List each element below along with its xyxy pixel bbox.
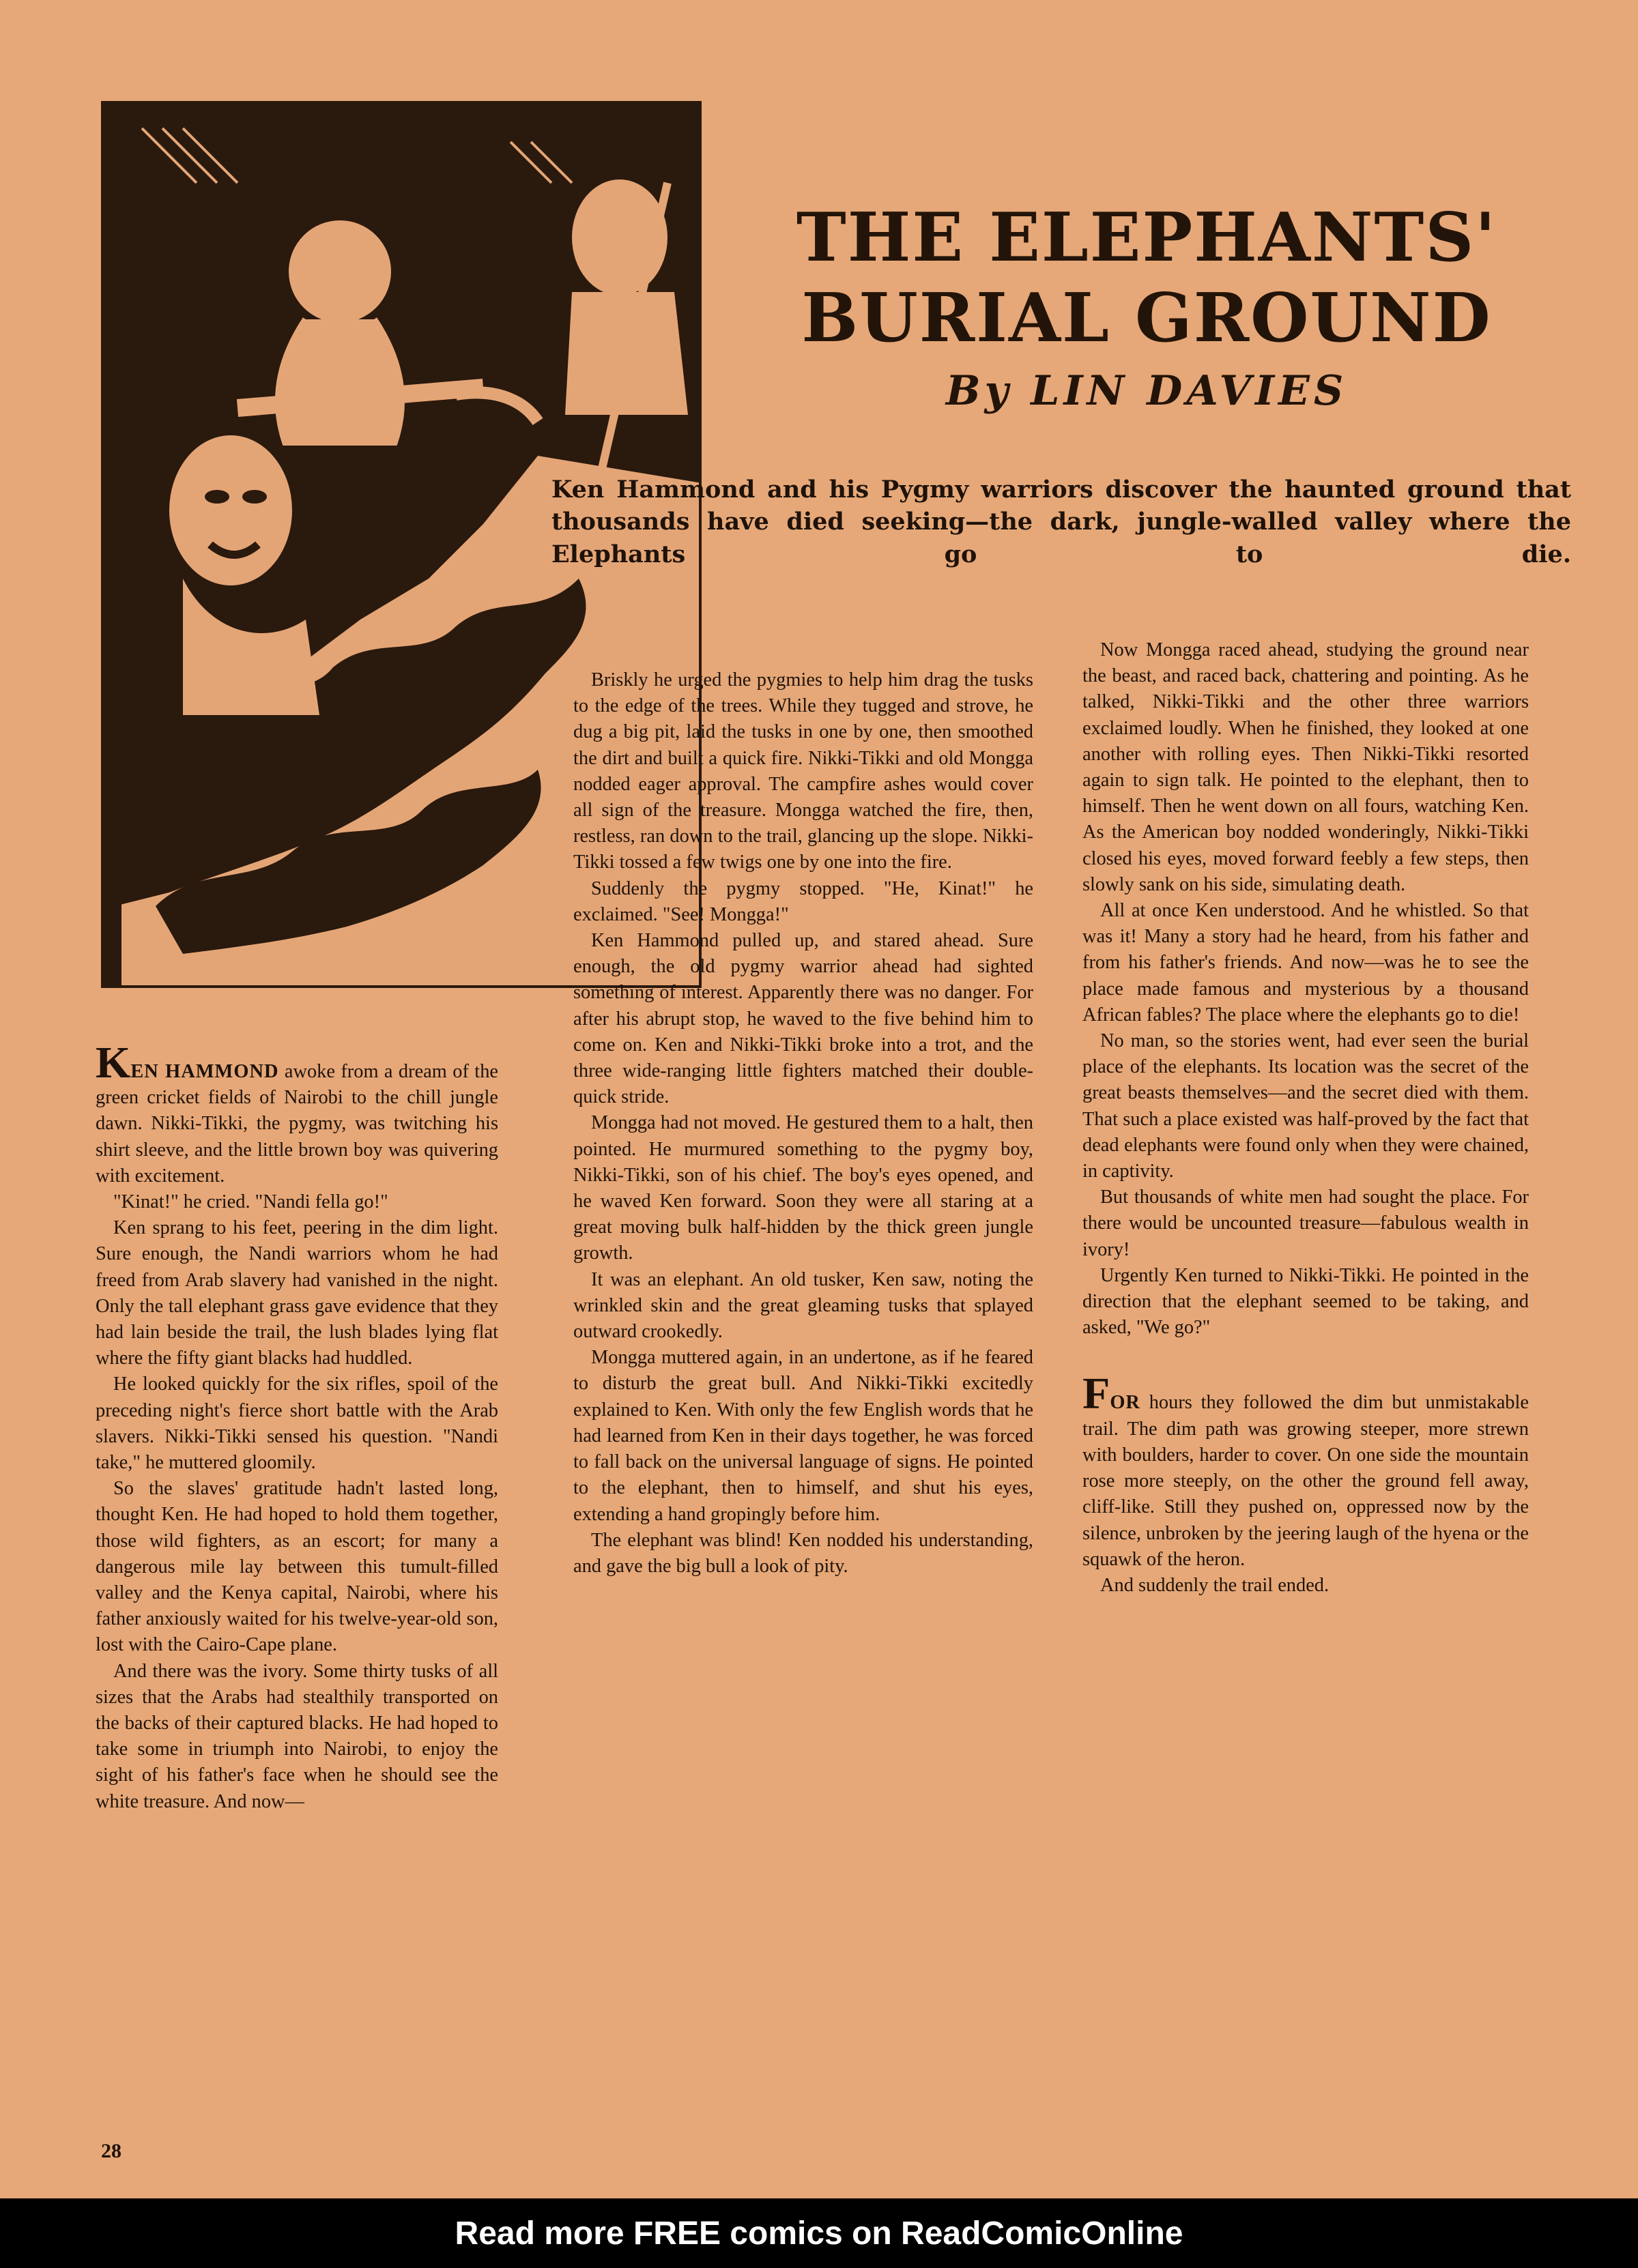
title-line-1: THE ELEPHANTS' [796,199,1497,277]
col2-paragraph-7: The elephant was blind! Ken nodded his understanding, and gave the big bull a look of pity. [573,1529,1033,1577]
col1-paragraph-1 [96,1038,498,1189]
footer-text[interactable]: Read more FREE comics on ReadComicOnline [455,2215,1183,2252]
col3-paragraph-3: No man, so the stories went, had ever seen the burial place of the elephants. Its location was the secret of the great beasts themselves—and the secret died with them. That such a place existed was half-proved by the fact that dead elephants were found only when they were chained, in captivity. [1082,1030,1529,1182]
article-title [723,198,1570,358]
col3-paragraph-7: And suddenly the trail ended. [1100,1574,1330,1596]
col1-p1-text: awoke from a dream of the green cricket fields of Nairobi to the chill jungle dawn. Nikki-Tikki, the pygmy, was twitching his shirt sleeve, and the little brown boy was quivering with excitement. [96,1061,498,1187]
article-deck: Ken Hammond and his Pygmy warriors discover the haunted ground that thousands have died seeking—the dark, jungle-walled valley where the Elephants go to die. [551,476,1571,568]
col1-paragraph-6: And there was the ivory. Some thirty tusks of all sizes that the Arabs had stealthily transported on the backs of their captured blacks. He had hoped to take some in triumph into Nairobi, to enjoy the sight of his father's face when he should see the white treasure. And now— [96,1660,498,1812]
col1-paragraph-3: Ken sprang to his feet, peering in the dim light. Sure enough, the Nandi warriors whom he had freed from Arab slavery had vanished in the night. Only the tall elephant grass gave evidence that they had lain beside the trail, the lush blades lying flat where the fifty giant blacks had huddled. [96,1217,498,1369]
col3-paragraph-1: Now Mongga raced ahead, studying the ground near the beast, and raced back, chattering and pointing. As he talked, Nikki-Tikki and the other three warriors exclaimed loudly. When he finished, they looked at one another with rolling eyes. Then Nikki-Tikki resorted again to sign talk. He pointed to the elephant, then to himself. Then he went down on all fours, watching Ken. As the American boy nodded wonderingly, Nikki-Tikki closed his eyes, moved forward feebly a few steps, then slowly sank on his side, simulating death. [1082,639,1529,895]
col3-paragraph-4: But thousands of white men had sought the place. For there would be uncounted treasure—fabulous wealth in ivory! [1082,1187,1529,1260]
col3-paragraph-5: Urgently Ken turned to Nikki-Tikki. He pointed in the direction that the elephant seemed to be taking, and asked, "We go?" [1082,1264,1529,1339]
col2-paragraph-6: Mongga muttered again, in an undertone, as if he feared to disturb the great bull. And Nikki-Tikki excitedly explained to Ken. With only the few English words that he had learned from Ken in their days together, he was forced to fall back on the universal language of signs. He pointed to the elephant, then to himself, and shut his eyes, extending a hand gropingly before him. [573,1347,1033,1525]
col3-paragraph-2: All at once Ken understood. And he whistled. So that was it! Many a story had he heard, from his father and from his father's friends. And now—was he to see the place made famous and mysterious by a thousand African fables? The place where the elephants go to die! [1082,900,1529,1026]
author-byline: By LIN DAVIES [945,367,1348,415]
page-number: 28 [101,2140,121,2162]
text-column-3 [1082,637,1529,1599]
lead-caps: EN HAMMOND [130,1061,279,1082]
drop-cap: K [96,1038,131,1088]
text-column-2 [573,667,1033,1580]
footer-banner[interactable] [0,2198,1638,2268]
col2-paragraph-1: Briskly he urged the pygmies to help him drag the tusks to the edge of the trees. While they tugged and strove, he dug a big pit, laid the tusks in one by one, then smoothed the dirt and built a quick fire. Nikki-Tikki and old Mongga nodded eager approval. The campfire ashes would cover all sign of the treasure. Mongga watched the fire, then, restless, ran down to the trail, glancing up the slope. Nikki-Tikki tossed a few twigs one by one into the fire. [573,669,1033,873]
col2-paragraph-5: It was an elephant. An old tusker, Ken saw, noting the wrinkled skin and the great gleaming tusks that splayed outward crookedly. [573,1268,1033,1343]
drop-cap-2: F [1082,1369,1110,1419]
col3-p6-text: hours they followed the dim but unmistakable trail. The dim path was growing steeper, more strewn with boulders, harder to cover. On one side the mountain rose more steeply, on the other the ground fell away, cliff-like. Still they pushed on, oppressed now by the silence, unbroken by the jeering laugh of the hyena or the squawk of the heron. [1082,1392,1529,1570]
col2-paragraph-3: Ken Hammond pulled up, and stared ahead. Sure enough, the old pygmy warrior ahead had sighted something of interest. Apparently there was no danger. For after his abrupt stop, he waved to the five behind him to come on. Ken and Nikki-Tikki broke into a trot, and the three wide-ranging little fighters matched their double-quick stride. [573,930,1033,1108]
lead-caps-2: OR [1110,1392,1140,1414]
col1-paragraph-2: "Kinat!" he cried. "Nandi fella go!" [113,1191,388,1213]
text-column-1 [96,1038,498,1815]
col1-paragraph-4: He looked quickly for the six rifles, spoil of the preceding night's fierce short battle with the Arab slavers. Nikki-Tikki sensed his question. "Nandi take," he muttered gloomily. [96,1373,498,1474]
title-line-2: BURIAL GROUND [801,278,1492,358]
col2-paragraph-2: Suddenly the pygmy stopped. "He, Kinat!" he exclaimed. "See! Mongga!" [573,877,1033,925]
col1-paragraph-5: So the slaves' gratitude hadn't lasted long, thought Ken. He had hoped to hold them together, those wild fighters, as an escort; for many a dangerous mile lay between this tumult-filled valley and the Kenya capital, Nairobi, where his father anxiously waited for his twelve-year-old son, lost with the Cairo-Cape plane. [96,1478,498,1656]
col3-paragraph-6 [1082,1369,1529,1572]
col2-paragraph-4: Mongga had not moved. He gestured them to a halt, then pointed. He murmured something to the pygmy boy, Nikki-Tikki, son of his chief. The boy's eyes opened, and he waved Ken forward. Soon they were all staring at a great moving bulk half-hidden by the thick green jungle growth. [573,1112,1033,1264]
